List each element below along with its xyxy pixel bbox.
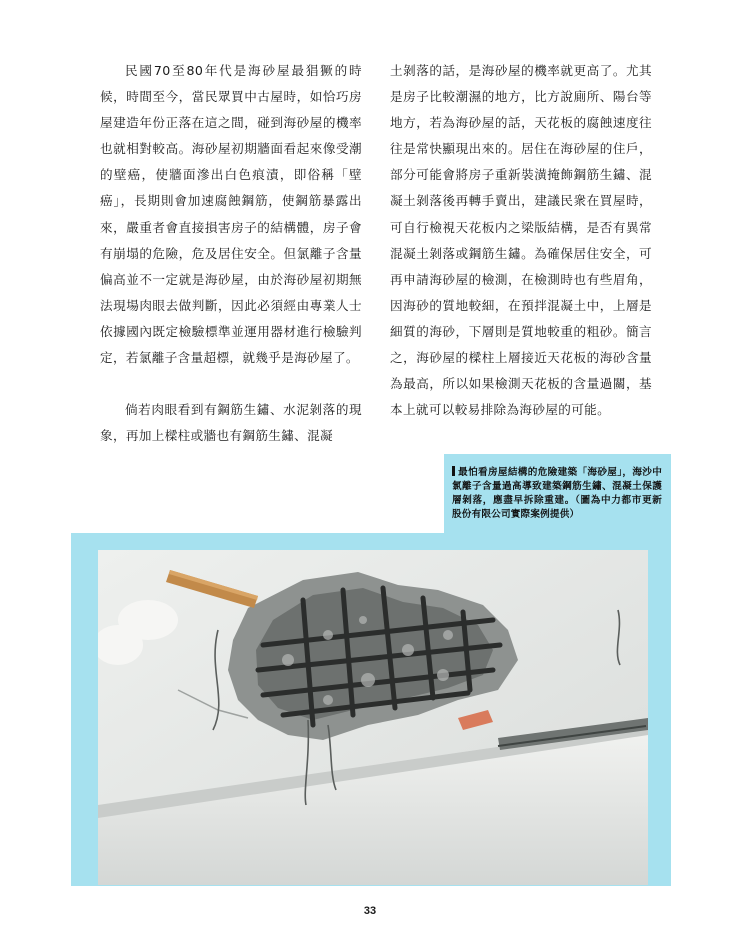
article-paragraph: 民國70至80年代是海砂屋最猖獗的時候，時間至今，當民眾買中古屋時，如恰巧房屋建造年份正落在這之間，碰到海砂屋的機率也就相對較高。海砂屋初期牆面看起來像受潮的壁癌，使牆面滲出白色痕漬，即俗稱「壁癌」，長期則會加速腐蝕鋼筋，使鋼筋暴露出來，嚴重者會直接損害房子的結構體，房子會有崩塌的危險，危及居住安全。但氯離子含量偏高並不一定就是海砂屋，由於海砂屋初期無法現場肉眼去做判斷，因此必須經由專業人士依據國內既定檢驗標準並運用器材進行檢驗判定，若氯離子含量超標，就幾乎是海砂屋了。: [100, 63, 362, 366]
caption-text: 最怕看房屋結構的危險建築「海砂屋」，海沙中氯離子含量過高導致建築鋼筋生鏽、混凝土保護層剝落，應盡早拆除重建。（圖為中力都市更新股份有限公司實際案例提供）: [452, 467, 662, 520]
figure-caption: [452, 466, 662, 522]
caption-marker-icon: [452, 466, 455, 476]
article-paragraph: 土剝落的話，是海砂屋的機率就更高了。尤其是房子比較潮濕的地方，比方說廁所、陽台等地方，若為海砂屋的話，天花板的腐蝕速度往往是常快顯現出來的。居住在海砂屋的住戶，部分可能會將房子重新裝潢掩飾鋼筋生鏽、混凝土剝落後再轉手賣出，建議民衆在買屋時，可自行檢視天花板内之梁版結構，是否有異常混凝土剝落或鋼筋生鏽。為確保居住安全，可再申請海砂屋的檢測，在檢測時也有些眉角，因海砂的質地較細，在預拌混凝土中，上層是細質的海砂，下層則是質地較重的粗砂。簡言之，海砂屋的樑柱上層接近天花板的海砂含量為最高，所以如果檢測天花板的含量過關，基本上就可以較易排除為海砂屋的可能。: [390, 63, 652, 418]
ceiling-damage-photo: [98, 550, 648, 885]
article-left-column: [100, 58, 362, 449]
article-paragraph: 倘若肉眼看到有鋼筋生鏽、水泥剝落的現象，再加上樑柱或牆也有鋼筋生鏽、混凝: [100, 402, 362, 444]
ceiling-damage-illustration: [98, 550, 648, 885]
page-number: 33: [363, 905, 377, 917]
article-right-column: [390, 58, 652, 423]
